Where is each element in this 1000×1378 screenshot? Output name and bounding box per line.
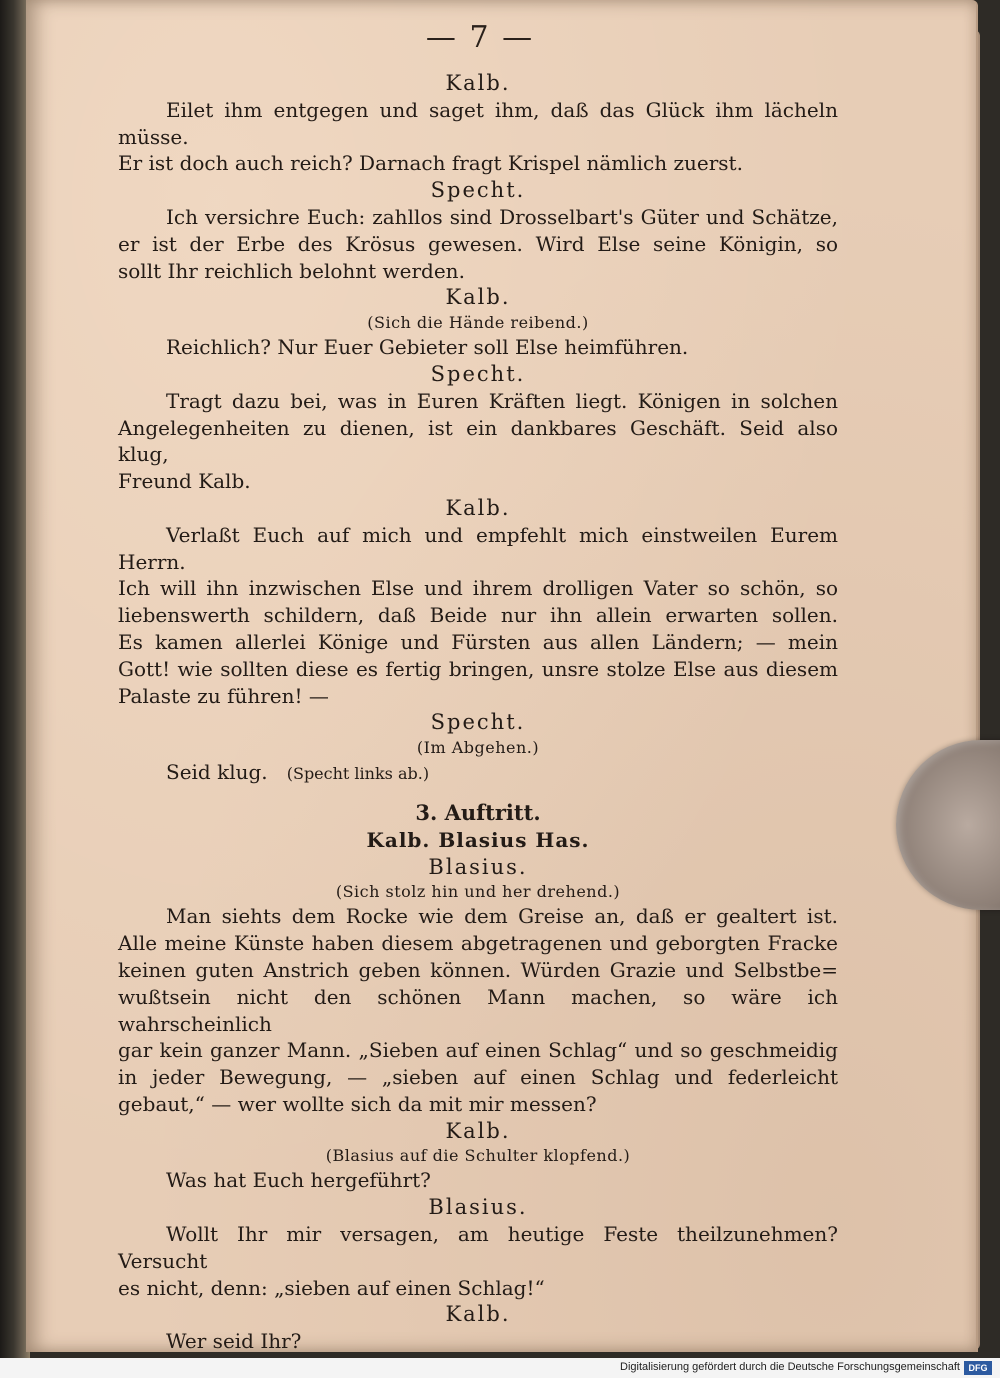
speaker-name: Kalb. — [445, 1302, 511, 1327]
dialogue-line: keinen guten Anstrich geben können. Würden Grazie und Selbstbe= — [118, 957, 838, 982]
funding-credit: Digitalisierung gefördert durch die Deutsche Forschungsgemeinschaft — [620, 1361, 960, 1373]
dialogue-line: es nicht, denn: „sieben auf einen Schlag!“ — [118, 1275, 545, 1300]
dialogue-text: Seid klug. — [166, 760, 268, 785]
page-text — [118, 70, 838, 1355]
speaker-name: Kalb. — [445, 285, 511, 310]
dialogue-line: Gott! wie sollten diese es fertig bringen, unsre stolze Else aus diesem — [118, 656, 838, 681]
speaker-name: Blasius. — [428, 1195, 528, 1220]
speaker-name: Specht. — [430, 361, 526, 386]
dialogue-line: sollt Ihr reichlich belohnt werden. — [118, 258, 465, 283]
dialogue-line: Tragt dazu bei, was in Euren Kräften liegt. Königen in solchen — [166, 388, 838, 413]
dialogue-line: in jeder Bewegung, — „sieben auf einen Schlag und federleicht — [118, 1065, 838, 1090]
dialogue-line: Man siehts dem Rocke wie dem Greise an, daß er gealtert ist. — [166, 904, 838, 929]
stage-direction: (Im Abgehen.) — [416, 738, 540, 758]
dialogue-line: Ich will ihn inzwischen Else und ihrem drolligen Vater so schön, so — [118, 576, 838, 601]
dialogue-line: er ist der Erbe des Krösus gewesen. Wird Else seine Königin, so — [118, 231, 838, 256]
speaker-name: Blasius. — [428, 854, 528, 879]
dialogue-line: Wollt Ihr mir versagen, am heutige Feste theilzunehmen? Versucht — [118, 1222, 838, 1273]
stage-direction: (Sich die Hände reibend.) — [367, 313, 589, 333]
dialogue-line: Alle meine Künste haben diesem abgetragenen und geborgten Fracke — [118, 931, 838, 956]
speaker-name: Kalb. — [445, 71, 511, 95]
dialogue-line — [118, 759, 838, 788]
speaker-name: Specht. — [430, 178, 526, 203]
dialogue-line: Wer seid Ihr? — [166, 1329, 302, 1354]
dialogue-line: Angelegenheiten zu dienen, ist ein dankbares Geschäft. Seid also klug, — [118, 415, 838, 467]
dialogue-line: Palaste zu führen! — — [118, 683, 329, 708]
dialogue-line: Es kamen allerlei Könige und Fürsten aus allen Ländern; — mein — [118, 629, 838, 654]
page-number: — 7 — — [425, 20, 535, 55]
dialogue-line: Was hat Euch hergeführt? — [166, 1168, 431, 1193]
stage-direction: (Sich stolz hin und her drehend.) — [335, 882, 621, 902]
speaker-name: Specht. — [430, 710, 526, 735]
dialogue-line: gebaut,“ — wer wollte sich da mit mir messen? — [118, 1091, 597, 1116]
dfg-logo: DFG — [964, 1361, 992, 1375]
dialogue-line: Eilet ihm entgegen und saget ihm, daß das Glück ihm lächeln müsse. — [118, 97, 838, 149]
dialogue-line: Er ist doch auch reich? Darnach fragt Krispel nämlich zuerst. — [118, 151, 743, 176]
dialogue-line: wußtsein nicht den schönen Mann machen, so wäre ich wahrscheinlich — [118, 984, 838, 1036]
scene-heading: 3. Auftritt. — [415, 799, 541, 825]
dialogue-line: Verlaßt Euch auf mich und empfehlt mich einstweilen Eurem Herrn. — [118, 522, 838, 574]
dialogue-line: liebenswerth schildern, daß Beide nur ihn allein erwarten sollen. — [118, 603, 838, 628]
dialogue-line: Freund Kalb. — [118, 469, 251, 494]
dialogue-line: Ich versichre Euch: zahllos sind Drosselbart's Güter und Schätze, — [166, 204, 838, 229]
stage-direction: (Blasius auf die Schulter klopfend.) — [325, 1146, 631, 1166]
speaker-name: Kalb. — [445, 495, 511, 520]
stage-direction: (Specht links ab.) — [286, 764, 430, 784]
scene-characters: Kalb. Blasius Has. — [366, 827, 590, 852]
dialogue-line: Reichlich? Nur Euer Gebieter soll Else heimführen. — [166, 335, 689, 360]
dialogue-line: gar kein ganzer Mann. „Sieben auf einen Schlag“ und so geschmeidig — [118, 1038, 838, 1063]
digitization-footer — [0, 1358, 1000, 1378]
speaker-name: Kalb. — [445, 1118, 511, 1143]
